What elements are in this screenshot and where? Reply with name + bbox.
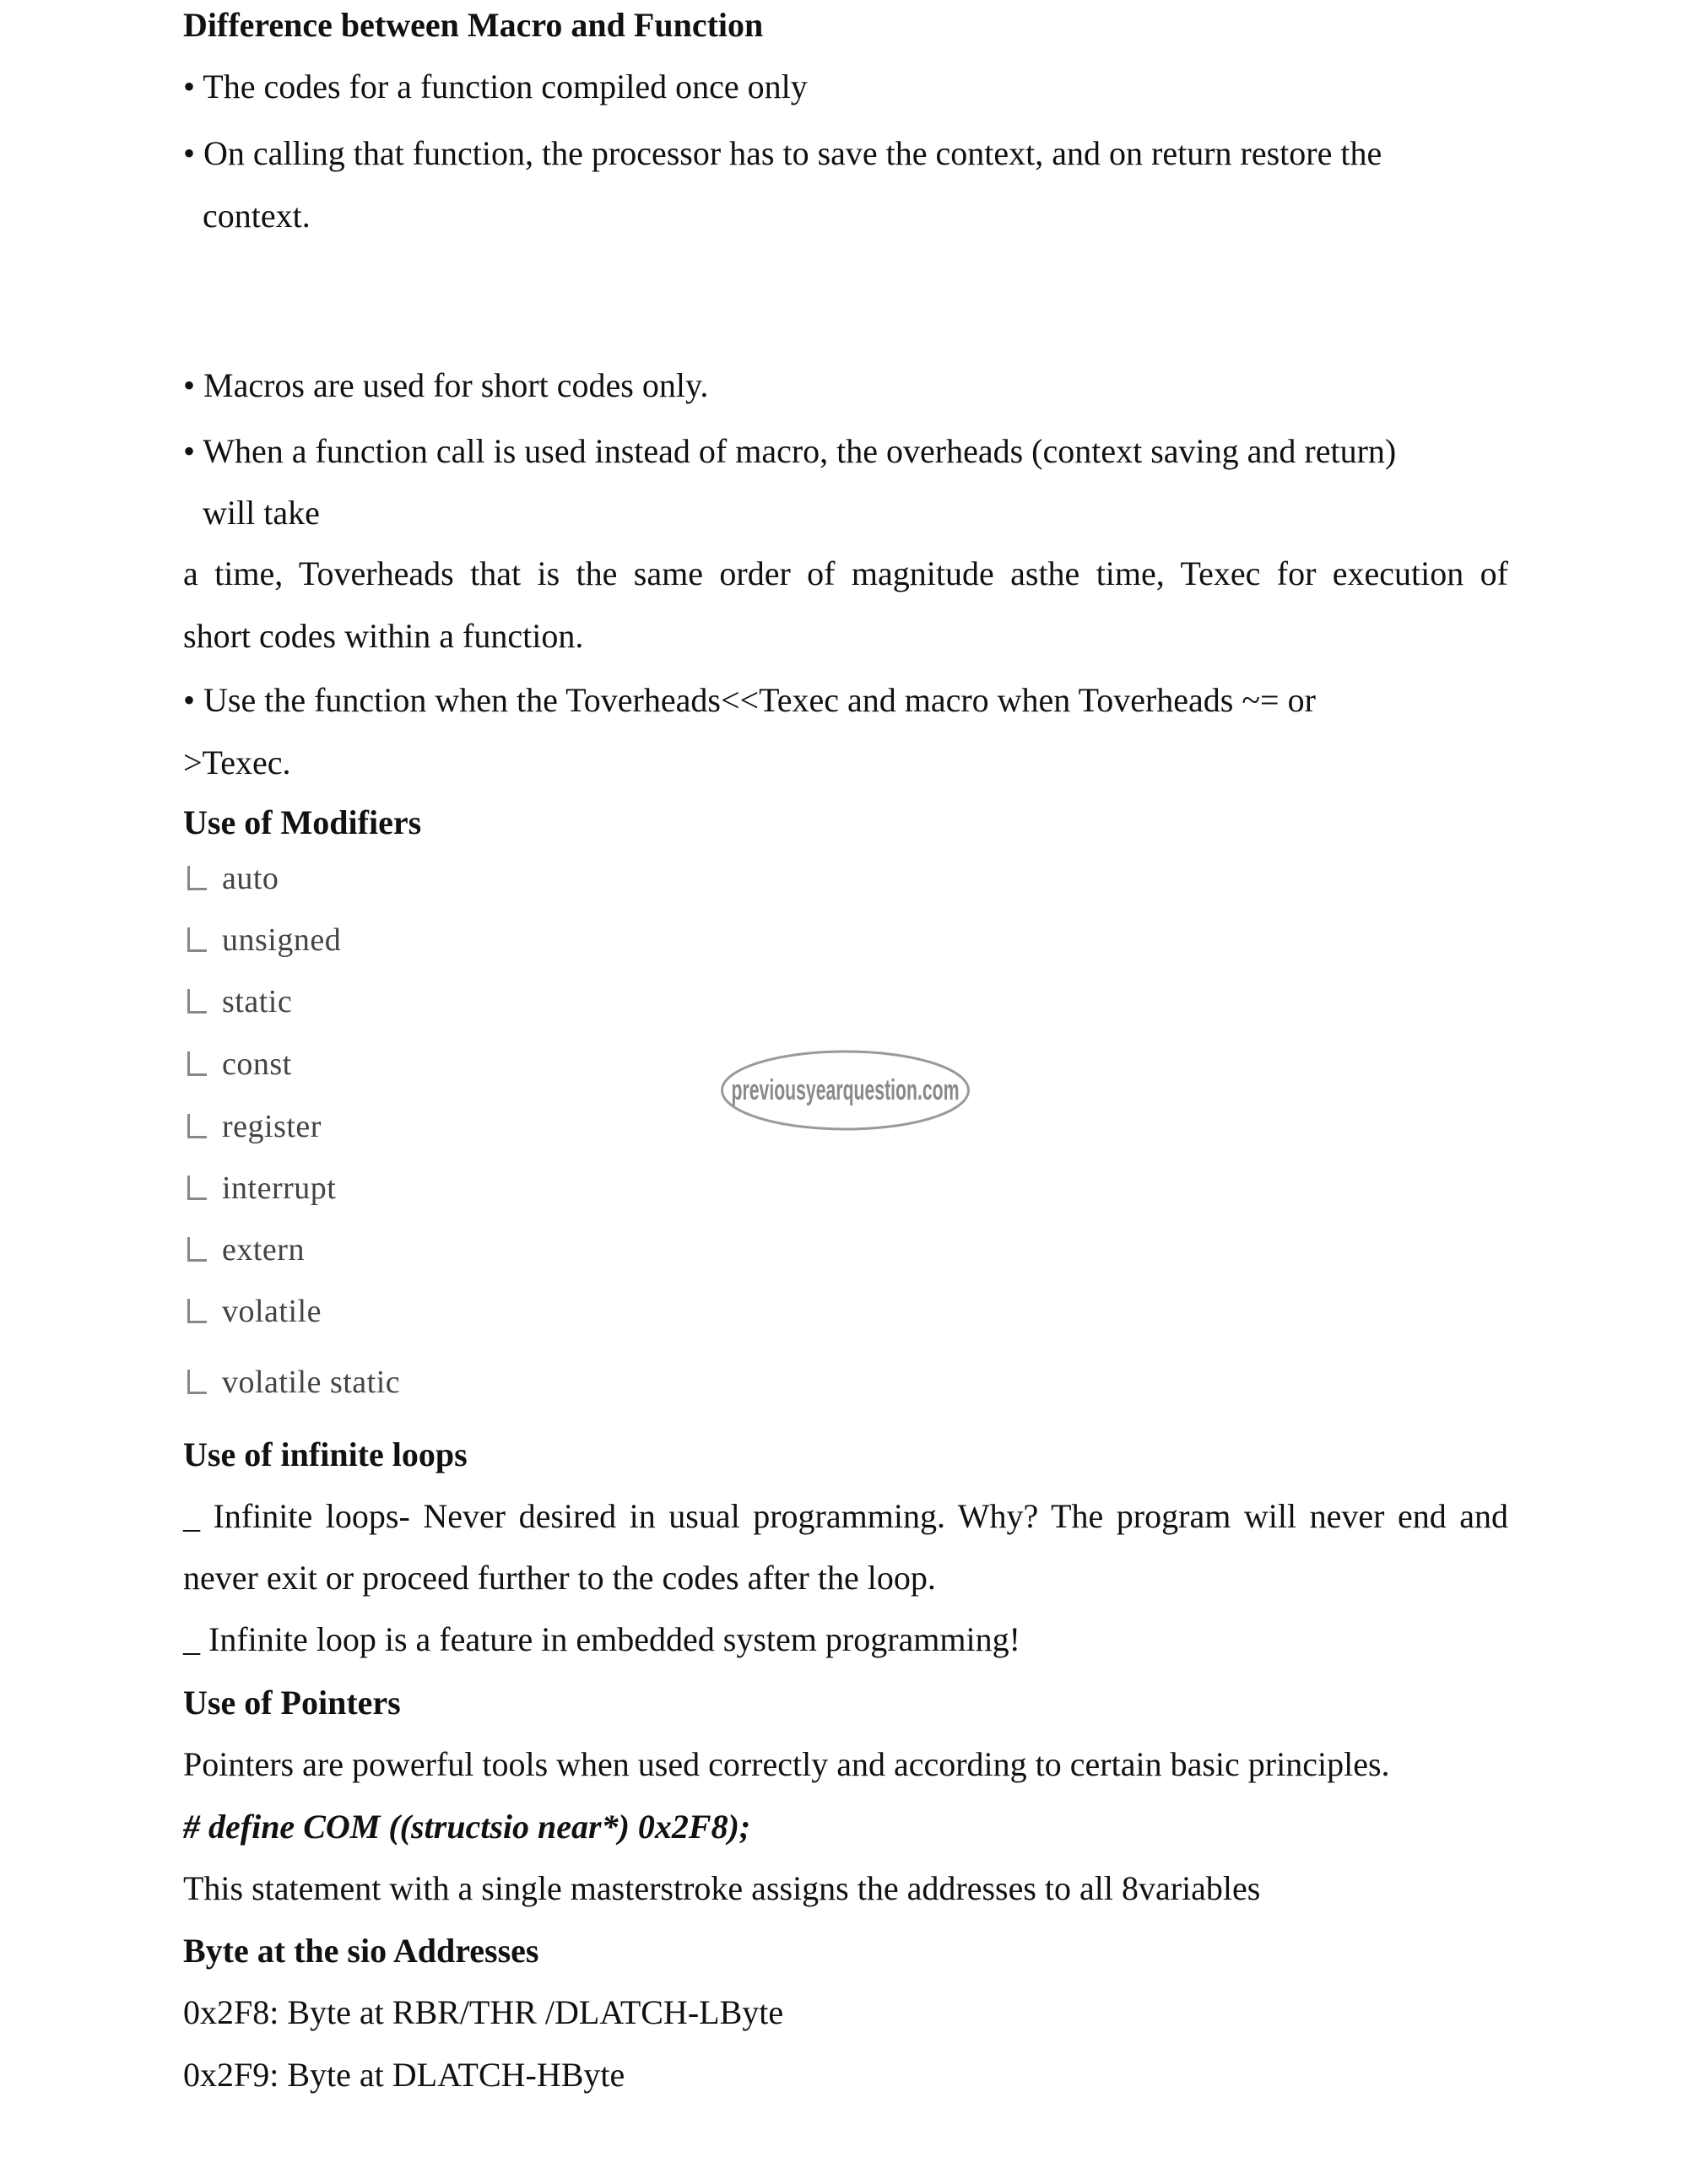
paragraph-line: Pointers are powerful tools when used correctly and according to certain basic principles. — [183, 1745, 1390, 1783]
modifier-label: static — [222, 984, 293, 1019]
modifier-label: unsigned — [222, 922, 342, 958]
list-corner-icon — [187, 1176, 207, 1200]
modifier-label: interrupt — [222, 1170, 337, 1206]
list-corner-icon — [187, 1114, 207, 1138]
bullet-line: • When a function call is used instead of macro, the overheads (context saving and return) — [183, 432, 1397, 470]
modifier-label: const — [222, 1046, 292, 1082]
watermark-logo — [720, 1049, 971, 1132]
address-line: 0x2F9: Byte at DLATCH-HByte — [183, 2056, 625, 2094]
bullet-line: • Macros are used for short codes only. — [183, 366, 709, 404]
modifier-item — [187, 1048, 292, 1080]
modifier-label: register — [222, 1109, 322, 1144]
modifier-label: volatile static — [222, 1365, 401, 1400]
paragraph-line: This statement with a single masterstroke assigns the addresses to all 8variables — [183, 1869, 1261, 1907]
heading-infinite-loops: Use of infinite loops — [183, 1435, 468, 1473]
modifier-label: volatile — [222, 1294, 322, 1329]
bullet-line: • The codes for a function compiled once only — [183, 68, 808, 105]
modifier-item — [187, 1366, 400, 1398]
code-line: # define COM ((structsio near*) 0x2F8); — [183, 1808, 751, 1846]
heading-use-of-pointers: Use of Pointers — [183, 1684, 401, 1722]
list-corner-icon — [187, 927, 207, 952]
paragraph-line: _ Infinite loop is a feature in embedded system programming! — [183, 1620, 1020, 1658]
paragraph-line: >Texec. — [183, 743, 291, 781]
list-corner-icon — [187, 1370, 207, 1394]
modifier-label: extern — [222, 1232, 305, 1268]
paragraph-line: _ Infinite loops- Never desired in usual programming. Why? The program will never end and — [183, 1497, 1508, 1535]
paragraph-line: short codes within a function. — [183, 617, 584, 655]
bullet-line: • Use the function when the Toverheads<<Texec and macro when Toverheads ~= or — [183, 681, 1316, 719]
list-corner-icon — [187, 1051, 207, 1076]
list-corner-icon — [187, 1237, 207, 1262]
address-line: 0x2F8: Byte at RBR/THR /DLATCH-LByte — [183, 1993, 784, 2031]
continuation-line: context. — [203, 197, 311, 235]
heading-macro-vs-function: Difference between Macro and Function — [183, 6, 764, 44]
bullet-line: • On calling that function, the processor has to save the context, and on return restore the — [183, 134, 1382, 172]
watermark-text: previousyearquestion.com — [731, 1074, 960, 1106]
list-corner-icon — [187, 989, 207, 1014]
list-corner-icon — [187, 866, 207, 890]
modifier-item — [187, 1172, 336, 1204]
modifier-item — [187, 1295, 322, 1327]
continuation-line: will take — [203, 494, 320, 532]
paragraph-line: a time, Toverheads that is the same order of magnitude asthe time, Texec for execution of — [183, 554, 1508, 592]
heading-use-of-modifiers: Use of Modifiers — [183, 803, 422, 841]
modifier-item — [187, 1111, 322, 1143]
list-corner-icon — [187, 1299, 207, 1323]
modifier-item — [187, 986, 292, 1018]
modifier-label: auto — [222, 861, 279, 896]
modifier-item — [187, 862, 279, 895]
modifier-item — [187, 924, 341, 956]
heading-sio-addresses: Byte at the sio Addresses — [183, 1932, 539, 1970]
paragraph-line: never exit or proceed further to the codes after the loop. — [183, 1559, 936, 1597]
modifier-item — [187, 1234, 305, 1266]
